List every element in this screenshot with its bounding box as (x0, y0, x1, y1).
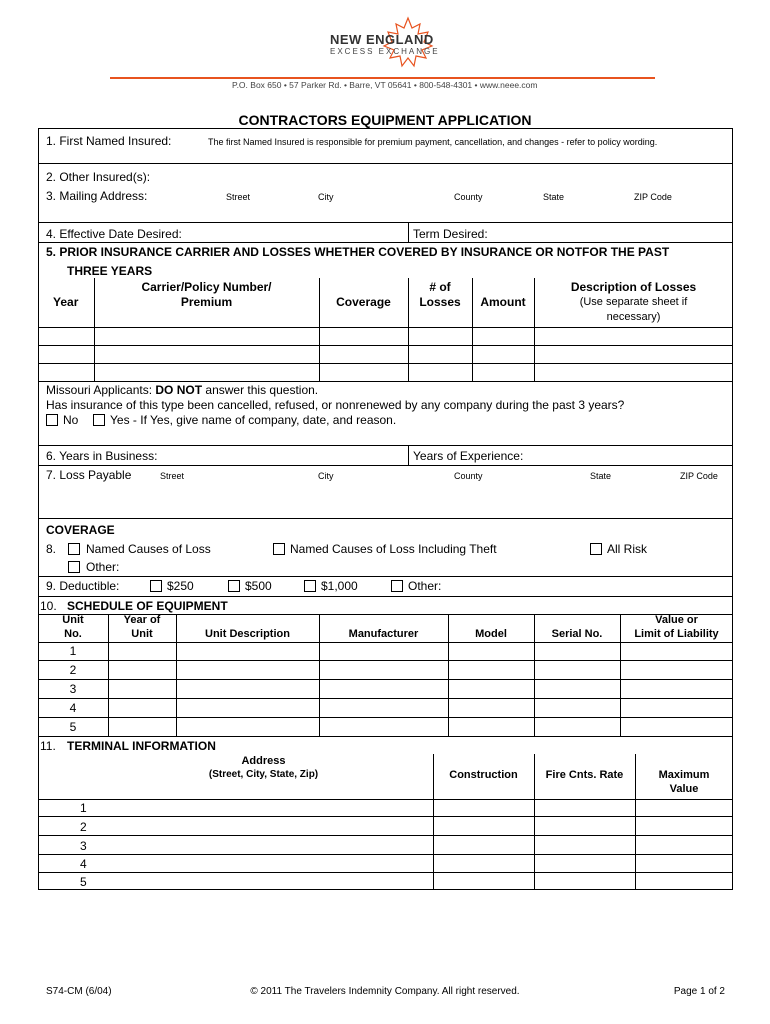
deductible-250-checkbox[interactable] (150, 580, 162, 592)
s5-col-desc-2: (Use separate sheet if (579, 296, 688, 308)
s10-col-model: Model (475, 628, 507, 640)
coverage-allrisk-label: All Risk (607, 542, 648, 556)
s10-col-mfr: Manufacturer (348, 628, 419, 640)
s2-label: 2. Other Insured(s): (46, 170, 151, 184)
deductible-250-label: $250 (167, 579, 194, 593)
s5-col-losses-2: Losses (419, 295, 461, 309)
coverage-theft-checkbox[interactable] (273, 543, 285, 555)
s10-heading: SCHEDULE OF EQUIPMENT (67, 599, 228, 613)
logo-line2: EXCESS EXCHANGE (330, 47, 440, 56)
s10-col-value-1: Value or (655, 614, 698, 626)
deductible-other-checkbox[interactable] (391, 580, 403, 592)
s3-county: County (454, 192, 483, 202)
s1-label: 1. First Named Insured: (46, 134, 172, 148)
deductible-1000-label: $1,000 (321, 579, 358, 593)
logo (320, 14, 450, 72)
s11-label: 11. (40, 739, 56, 753)
missouri-line2: Has insurance of this type been cancelled, refused, or nonrenewed by any company during the past 3 years? (46, 398, 625, 412)
coverage-named-label: Named Causes of Loss (86, 542, 211, 556)
s11-col-max-2: Value (669, 783, 699, 795)
s10-col-year-2: Unit (131, 628, 153, 640)
header-address: P.O. Box 650 • 57 Parker Rd. • Barre, VT 05641 • 800-548-4301 • www.neee.com (232, 80, 538, 90)
table-row: 5 (69, 720, 77, 734)
list-item: 2 (80, 820, 87, 834)
list-item: 3 (80, 839, 87, 853)
coverage-heading: COVERAGE (46, 523, 115, 537)
s7-label: 7. Loss Payable (46, 468, 132, 482)
s11-col-max-1: Maximum (658, 769, 710, 781)
s10-col-desc: Unit Description (205, 628, 290, 640)
deductible-other-label: Other: (408, 579, 442, 593)
header-rule (110, 77, 655, 79)
logo-line1: NEW ENGLAND (330, 32, 434, 47)
table-row: 2 (69, 663, 77, 677)
coverage-theft-label: Named Causes of Loss Including Theft (290, 542, 497, 556)
s7-state: State (590, 471, 612, 481)
s5-col-losses-1: # of (429, 280, 451, 294)
s11-col-addr-1: Address (241, 755, 286, 767)
s11-heading: TERMINAL INFORMATION (67, 739, 216, 753)
s7-street: Street (160, 471, 185, 481)
s10-col-serial: Serial No. (551, 628, 603, 640)
s10-col-unit-1: Unit (62, 614, 84, 626)
coverage-allrisk-checkbox[interactable] (590, 543, 602, 555)
table-row: 1 (69, 644, 77, 658)
s6-label: 6. Years in Business: (46, 449, 158, 463)
s7-city: City (318, 471, 334, 481)
table-row: 3 (69, 682, 77, 696)
list-item: 5 (80, 875, 87, 889)
deductible-500-label: $500 (245, 579, 272, 593)
s5-label2: THREE YEARS (67, 264, 153, 278)
s3-label: 3. Mailing Address: (46, 189, 148, 203)
coverage-other-checkbox[interactable] (68, 561, 80, 573)
coverage-other-label: Other: (86, 560, 120, 574)
footer-form-number: S74-CM (6/04) (46, 986, 112, 997)
deductible-1000-checkbox[interactable] (304, 580, 316, 592)
s5-col-carrier-1: Carrier/Policy Number/ (141, 280, 272, 294)
s5-col-desc-1: Description of Losses (570, 280, 697, 294)
s3-street: Street (226, 192, 251, 202)
s7-zip: ZIP Code (680, 471, 718, 481)
missouri-no-checkbox[interactable] (46, 414, 58, 426)
list-item: 4 (80, 857, 87, 871)
missouri-yes-checkbox[interactable] (93, 414, 105, 426)
missouri-no-label: No (63, 413, 79, 427)
s4-label: 4. Effective Date Desired: (46, 227, 182, 241)
s10-label: 10. (40, 599, 57, 613)
s4-term: Term Desired: (413, 227, 488, 241)
s5-col-desc-3: necessary) (606, 311, 661, 323)
s5-col-amount: Amount (480, 295, 526, 309)
s9-label: 9. Deductible: (46, 579, 120, 593)
coverage-named-checkbox[interactable] (68, 543, 80, 555)
coverage-label: 8. (46, 542, 57, 556)
s5-label: 5. PRIOR INSURANCE CARRIER AND LOSSES WHETHER COVERED BY INSURANCE OR NOTFOR THE PAST (46, 245, 670, 259)
s3-zip: ZIP Code (634, 192, 672, 202)
deductible-500-checkbox[interactable] (228, 580, 240, 592)
missouri-line1: Missouri Applicants: DO NOT answer this question. (46, 383, 319, 397)
s3-city: City (318, 192, 334, 202)
s6-experience: Years of Experience: (413, 449, 524, 463)
footer-page-number: Page 1 of 2 (673, 986, 725, 997)
missouri-yes-label: Yes - If Yes, give name of company, date, and reason. (110, 413, 397, 427)
s3-state: State (543, 192, 565, 202)
s10-col-year-1: Year of (123, 614, 161, 626)
table-row: 4 (69, 701, 77, 715)
footer-copyright: © 2011 The Travelers Indemnity Company. All right reserved. (250, 986, 520, 997)
s5-col-year: Year (53, 295, 79, 309)
page-title: CONTRACTORS EQUIPMENT APPLICATION (238, 112, 532, 128)
s10-col-unit-2: No. (64, 628, 82, 640)
s11-col-fire: Fire Cnts. Rate (545, 769, 624, 781)
s7-county: County (454, 471, 483, 481)
s5-col-coverage: Coverage (336, 295, 391, 309)
list-item: 1 (80, 801, 87, 815)
s11-col-addr-2: (Street, City, State, Zip) (208, 769, 319, 780)
s10-col-value-2: Limit of Liability (634, 628, 719, 640)
s5-col-carrier-2: Premium (180, 295, 233, 309)
s11-col-construction: Construction (449, 769, 518, 781)
s1-note: The first Named Insured is responsible for premium payment, cancellation, and changes - refer to policy wording. (208, 137, 658, 147)
